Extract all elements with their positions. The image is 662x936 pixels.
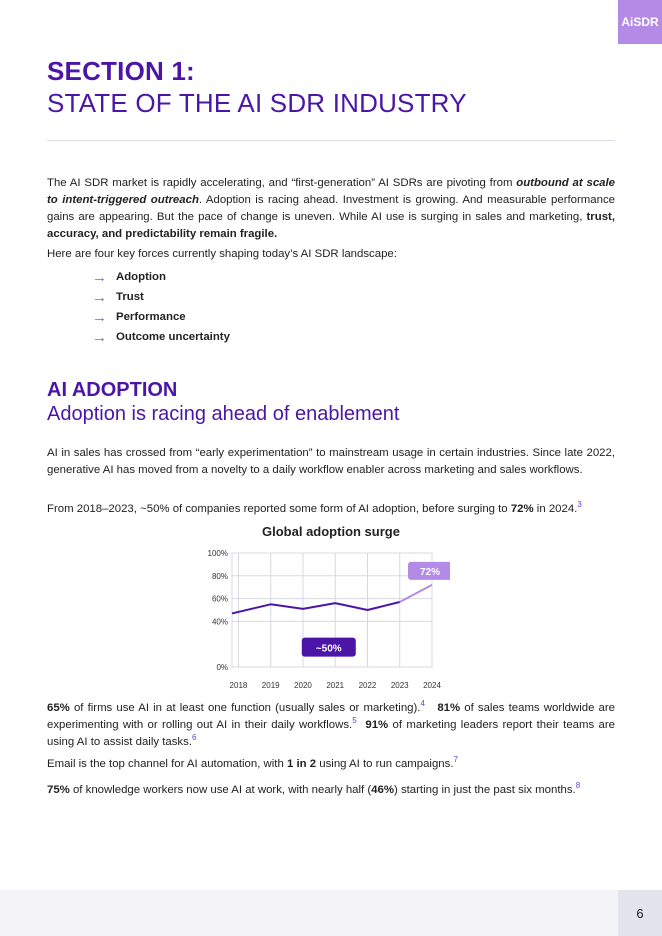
annotation-label: ~50% <box>315 643 342 655</box>
arrow-right-icon: → <box>92 308 107 326</box>
chart-title: Global adoption surge <box>262 524 400 539</box>
forces-list <box>92 267 230 347</box>
email-paragraph: Email is the top channel for AI automation, with 1 in 2 using AI to run campaigns.$^7$ <box>47 755 458 770</box>
y-tick-label: 60% <box>211 594 228 604</box>
page-number: 6 <box>618 890 662 936</box>
list-item: → Adoption <box>92 268 166 286</box>
brand-logo: AiSDR <box>618 0 662 44</box>
list-item: → Performance <box>92 308 186 326</box>
list-item: → Trust <box>92 288 144 306</box>
forces-intro: Here are four key forces currently shaping today’s AI SDR landscape: <box>47 248 397 260</box>
annotation-label: 72% <box>419 566 441 578</box>
stats-paragraph: 65% of firms use AI in at least one function (usually sales or marketing).$^4$ 81% of sales teams worldwide are experimenting with or rolling out AI in their daily workflows.$^5$ 91% of marketing leaders report their teams are using AI to assist daily tasks.$^6$ <box>47 699 615 748</box>
list-item: → Outcome uncertainty <box>92 328 230 346</box>
series-line <box>232 602 400 613</box>
subsection-label: AI ADOPTION <box>47 379 178 401</box>
arrow-right-icon: → <box>92 288 107 306</box>
subsection-title: Adoption is racing ahead of enablement <box>47 403 400 425</box>
adoption-stat-paragraph: From 2018–2023, ~50% of companies reported some form of AI adoption, before surging to 72% in 2024.$^3$ <box>47 500 582 515</box>
y-tick-label: 40% <box>211 617 228 627</box>
y-tick-label: 0% <box>216 663 228 672</box>
y-tick-label: 80% <box>211 571 228 581</box>
adoption-paragraph: AI in sales has crossed from “early experimentation” to mainstream usage in certain industries. Since late 2022, generative AI has moved from a novelty to a daily workflow enabler across marketing and sales workflows. <box>47 447 615 476</box>
x-tick-label: 2021 <box>326 681 345 690</box>
divider <box>47 140 615 141</box>
adoption-chart <box>200 542 450 692</box>
intro-paragraph: The AI SDR market is rapidly accelerating, and “first-generation” AI SDRs are pivoting from outbound at scale to intent-triggered outreach. Adoption is racing ahead. Investment is growing. And measurable performance gains are appearing. But the pace of change is uneven. While AI use is surging in sales and marketing, trust, accuracy, and predictability remain fragile. <box>47 177 615 240</box>
y-tick-label: 100% <box>207 549 228 558</box>
footnote-ref: 3 <box>577 500 582 509</box>
series-line-highlight <box>400 585 432 602</box>
x-tick-label: 2024 <box>423 681 441 690</box>
knowledge-workers-paragraph: 75% of knowledge workers now use AI at work, with nearly half (46%) starting in just the past six months.$^8$ <box>47 781 581 796</box>
arrow-right-icon: → <box>92 268 107 286</box>
section-title: STATE OF THE AI SDR INDUSTRY <box>47 88 467 118</box>
arrow-right-icon: → <box>92 328 107 346</box>
x-tick-label: 2018 <box>229 681 248 690</box>
x-tick-label: 2019 <box>261 681 280 690</box>
x-tick-label: 2020 <box>294 681 312 690</box>
footer-bar <box>0 890 662 936</box>
x-tick-label: 2023 <box>390 681 409 690</box>
section-label: SECTION 1: <box>47 56 195 86</box>
x-tick-label: 2022 <box>358 681 377 690</box>
